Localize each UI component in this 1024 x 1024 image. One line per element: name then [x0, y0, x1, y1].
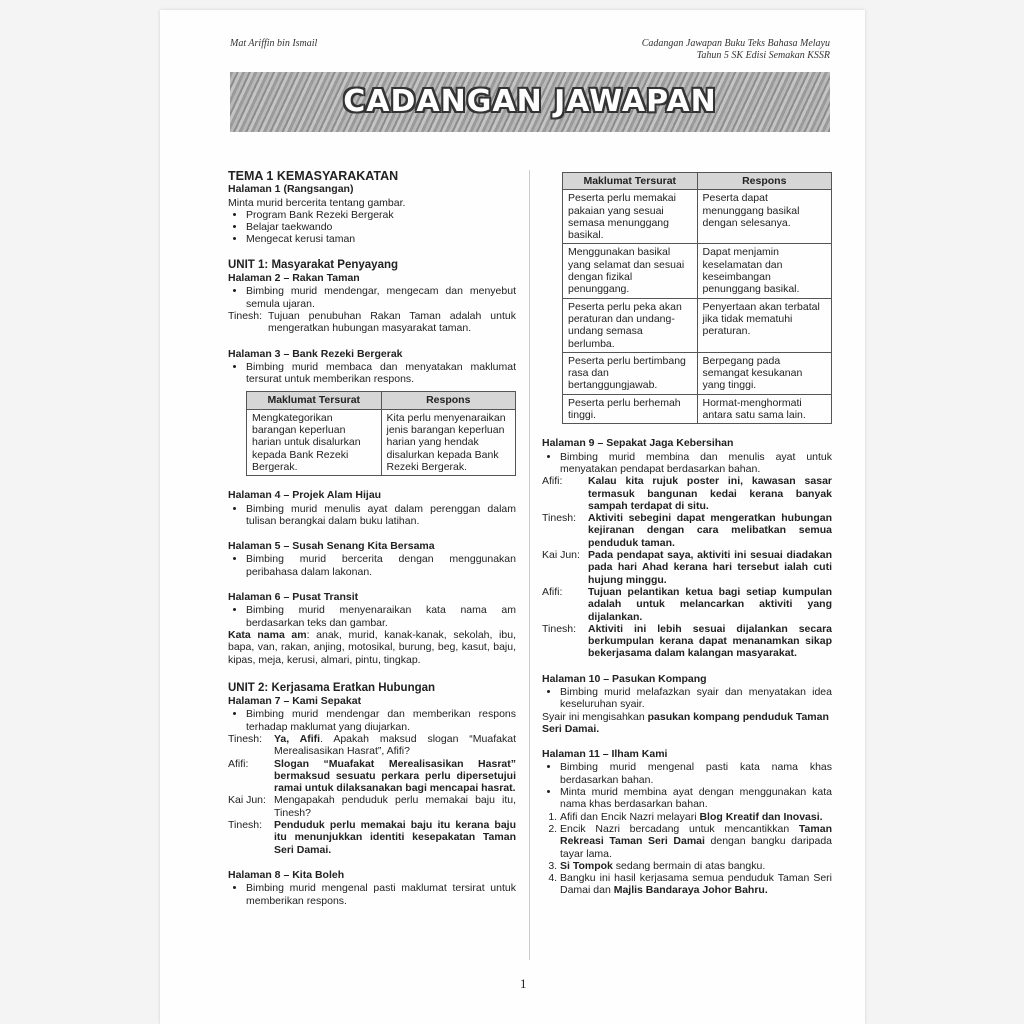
- instruction-text: Minta murid bercerita tentang gambar.: [228, 196, 406, 209]
- table-row: [563, 244, 832, 298]
- speaker: Tinesh:: [228, 309, 263, 322]
- table-cell: Dapat menjamin keselamatan dan keseimbangan penunggang basikal.: [697, 244, 832, 298]
- dialogue-text: . Apakah maksud slogan “Muafakat Merealisasikan Hasrat”, Afifi?: [274, 732, 516, 758]
- page-heading-5: Halaman 5 – Susah Senang Kita Bersama: [228, 540, 435, 553]
- page-heading-4: Halaman 4 – Projek Alam Hijau: [228, 489, 382, 502]
- dialogue-line: [228, 758, 516, 795]
- dialogue-line: [542, 512, 832, 549]
- bullet-list: [228, 604, 516, 629]
- table-row: [563, 298, 832, 352]
- page-heading-9: Halaman 9 – Sepakat Jaga Kebersihan: [542, 437, 734, 450]
- list-item: • Bimbing murid mendengar, mengecam dan menyebut semula ujaran.: [246, 285, 516, 310]
- noun-text: : anak, murid, kanak-kanak, sekolah, ibu, bapa, van, rakan, anjing, motosikal, burung, beg, kasut, baju, kipas, meja, kerusi, almari, pintu, tingkap.: [228, 628, 516, 666]
- bullet-list: [228, 708, 516, 733]
- speaker: Afifi:: [542, 585, 563, 598]
- dialogue-line: [228, 733, 516, 758]
- bullet-list: [228, 361, 516, 386]
- list-item: • Program Bank Rezeki Bergerak: [246, 209, 516, 221]
- speaker: Kai Jun:: [228, 794, 266, 807]
- table-header: Respons: [381, 392, 516, 409]
- page-number: 1: [520, 976, 527, 991]
- info-table-1: [246, 391, 516, 476]
- bullet-list: [542, 686, 832, 711]
- table-cell: Peserta perlu peka akan peraturan dan undang-undang semasa berlumba.: [563, 298, 698, 352]
- dialogue-line: [228, 794, 516, 819]
- bullet-list: [228, 553, 516, 578]
- bullet-list: [228, 882, 516, 907]
- dialogue-text: Kalau kita rujuk poster ini, kawasan sasar termasuk bangunan kedai kerana banyak sampah terdapat di situ.: [588, 475, 832, 512]
- header-book-title: [642, 38, 830, 62]
- dialogue-line: [228, 310, 516, 335]
- table-cell: Menggunakan basikal yang selamat dan sesuai dengan fizikal penunggang.: [563, 244, 698, 298]
- banner-title: CADANGAN JAWAPAN: [343, 84, 717, 119]
- list-item: • Bimbing murid mengenal pasti maklumat tersirat untuk memberikan respons.: [246, 882, 516, 907]
- unit-heading-1: UNIT 1: Masyarakat Penyayang: [228, 258, 399, 271]
- dialogue-bold: Ya, Afifi: [274, 732, 321, 745]
- table-header: Maklumat Tersurat: [247, 392, 382, 409]
- table-header: Maklumat Tersurat: [563, 173, 698, 190]
- summary-text: Syair ini mengisahkan: [542, 710, 648, 723]
- table-cell: Kita perlu menyenaraikan jenis barangan keperluan harian yang hendak disalurkan kepada Bank Rezeki Bergerak.: [381, 409, 516, 475]
- header-book-line-2: Tahun 5 SK Edisi Semakan KSSR: [696, 50, 830, 61]
- table-row: [563, 352, 832, 394]
- item-text: dengan bangku daripada tayar lama.: [560, 835, 833, 860]
- dialogue-text: Mengapakah penduduk perlu memakai baju itu, Tinesh?: [274, 794, 516, 819]
- item-bold: Blog Kreatif dan Inovasi.: [699, 810, 823, 823]
- table-cell: Peserta perlu memakai pakaian yang sesuai semasa menunggang basikal.: [563, 190, 698, 244]
- table-row: [563, 394, 832, 424]
- speaker: Tinesh:: [228, 732, 263, 745]
- table-cell: Berpegang pada semangat kesukanan yang tinggi.: [697, 352, 832, 394]
- table-row: [247, 409, 516, 475]
- list-item: • Bimbing murid melafazkan syair dan menyatakan idea keseluruhan syair.: [560, 686, 832, 711]
- speaker: Kai Jun:: [542, 549, 580, 562]
- dialogue-line: [542, 586, 832, 623]
- list-item: [560, 860, 832, 872]
- bullet-list: [228, 285, 516, 310]
- list-item: • Bimbing murid menulis ayat dalam perenggan dalam tulisan berangkai dalam buku latihan.: [246, 503, 516, 528]
- page-heading-1: Halaman 1 (Rangsangan): [228, 183, 354, 196]
- page-heading-3: Halaman 3 – Bank Rezeki Bergerak: [228, 347, 403, 360]
- dialogue-line: [542, 623, 832, 660]
- dialogue-line: [542, 549, 832, 586]
- speaker: Tinesh:: [542, 512, 577, 525]
- page-heading-8: Halaman 8 – Kita Boleh: [228, 868, 345, 881]
- page-heading-6: Halaman 6 – Pusat Transit: [228, 591, 359, 604]
- speaker: Tinesh:: [542, 622, 577, 635]
- item-bold: Majlis Bandaraya Johor Bahru.: [613, 884, 768, 897]
- dialogue-line: [542, 475, 832, 512]
- poem-summary: [542, 711, 832, 736]
- unit-heading-2: UNIT 2: Kerjasama Eratkan Hubungan: [228, 681, 436, 694]
- item-text: Encik Nazri bercadang untuk mencantikkan: [560, 822, 799, 835]
- table-cell: Penyertaan akan terbatal jika tidak mematuhi peraturan.: [697, 298, 832, 352]
- table-cell: Peserta perlu bertimbang rasa dan bertanggungjawab.: [563, 352, 698, 394]
- item-bold: Taman Rekreasi Taman Seri Damai: [560, 822, 832, 848]
- dialogue-text: Tujuan penubuhan Rakan Taman adalah untuk mengeratkan hubungan masyarakat taman.: [268, 309, 516, 335]
- right-column: [542, 172, 832, 897]
- summary-bold: pasukan kompang penduduk Taman Seri Damai.: [542, 710, 829, 735]
- list-item: [560, 823, 832, 860]
- page-heading-7: Halaman 7 – Kami Sepakat: [228, 695, 362, 708]
- speaker: Afifi:: [542, 475, 563, 488]
- bullet-list: [228, 503, 516, 528]
- theme-heading: TEMA 1 KEMASYARAKATAN: [228, 169, 399, 183]
- speaker: Tinesh:: [228, 819, 263, 832]
- list-item: • Mengecat kerusi taman: [246, 233, 516, 245]
- dialogue-text: Tujuan pelantikan ketua bagi setiap kumpulan adalah untuk melancarkan aktiviti yang dijalankan.: [588, 585, 832, 623]
- list-item: • Bimbing murid menyenaraikan kata nama am berdasarkan teks dan gambar.: [246, 604, 516, 629]
- left-column: [228, 170, 516, 907]
- item-text: sedang bermain di atas bangku.: [612, 859, 766, 872]
- dialogue-text: Penduduk perlu memakai baju itu kerana baju itu menunjukkan identiti kesepakatan Taman Seri Damai.: [274, 819, 516, 856]
- table-header: Respons: [697, 173, 832, 190]
- header-author: Mat Ariffin bin Ismail: [230, 38, 318, 49]
- table-cell: Mengkategorikan barangan keperluan harian untuk disalurkan kepada Bank Rezeki Bergerak.: [247, 409, 382, 475]
- bullet-list: [542, 761, 832, 810]
- dialogue-text: Aktiviti ini lebih sesuai dijalankan secara berkumpulan kerana dapat menanamkan sikap bekerjasama dalam kalangan masyarakat.: [588, 622, 832, 660]
- info-table-2: [562, 172, 832, 424]
- item-text: Bangku ini hasil kerjasama semua penduduk Taman Seri Damai dan: [560, 872, 832, 897]
- page-heading-10: Halaman 10 – Pasukan Kompang: [542, 672, 707, 685]
- dialogue-text: Aktiviti sebegini dapat mengeratkan hubungan kejiranan dengan cara melibatkan semua penduduk taman.: [588, 512, 832, 549]
- table-cell: Hormat-menghormati antara satu sama lain.: [697, 394, 832, 424]
- list-item: • Bimbing murid bercerita dengan menggunakan peribahasa dalam lakonan.: [246, 553, 516, 578]
- page-heading-11: Halaman 11 – Ilham Kami: [542, 748, 668, 761]
- numbered-list: [542, 811, 832, 897]
- list-item: • Bimbing murid mengenal pasti kata nama khas berdasarkan bahan.: [560, 761, 832, 786]
- header-book-line-1: Cadangan Jawapan Buku Teks Bahasa Melayu: [641, 38, 830, 49]
- column-divider: [529, 170, 530, 960]
- speaker: Afifi:: [228, 757, 249, 770]
- bullet-list: [542, 451, 832, 476]
- document-page: [160, 10, 865, 1024]
- list-item: [560, 811, 832, 823]
- list-item: • Belajar taekwando: [246, 221, 516, 233]
- item-text: Afifi dan Encik Nazri melayari: [560, 810, 700, 823]
- table-row: [563, 190, 832, 244]
- noun-list: [228, 629, 516, 666]
- table-cell: Peserta perlu berhemah tinggi.: [563, 394, 698, 424]
- list-item: • Bimbing murid mendengar dan memberikan respons terhadap maklumat yang diujarkan.: [246, 708, 516, 733]
- list-item: [560, 872, 832, 897]
- list-item: • Bimbing murid membina dan menulis ayat untuk menyatakan pendapat berdasarkan bahan.: [560, 451, 832, 476]
- bullet-list: [228, 209, 516, 246]
- list-item: • Bimbing murid membaca dan menyatakan maklumat tersurat untuk memberikan respons.: [246, 361, 516, 386]
- table-cell: Peserta dapat menunggang basikal dengan selesanya.: [697, 190, 832, 244]
- page-heading-2: Halaman 2 – Rakan Taman: [228, 272, 360, 285]
- dialogue-text: Pada pendapat saya, aktiviti ini sesuai diadakan pada hari Ahad kerana hari tersebut ialah cuti hujung minggu.: [588, 549, 832, 586]
- dialogue-line: [228, 819, 516, 856]
- noun-label: Kata nama am: [228, 628, 307, 641]
- dialogue-text: Slogan “Muafakat Merealisasikan Hasrat” bermaksud sesuatu perkara perlu dipersetujui ramai untuk dilaksanakan bagi mencapai hasrat.: [274, 757, 516, 795]
- title-banner: [230, 72, 830, 132]
- item-bold: Si Tompok: [560, 859, 613, 872]
- list-item: • Minta murid membina ayat dengan menggunakan kata nama khas berdasarkan bahan.: [560, 786, 832, 811]
